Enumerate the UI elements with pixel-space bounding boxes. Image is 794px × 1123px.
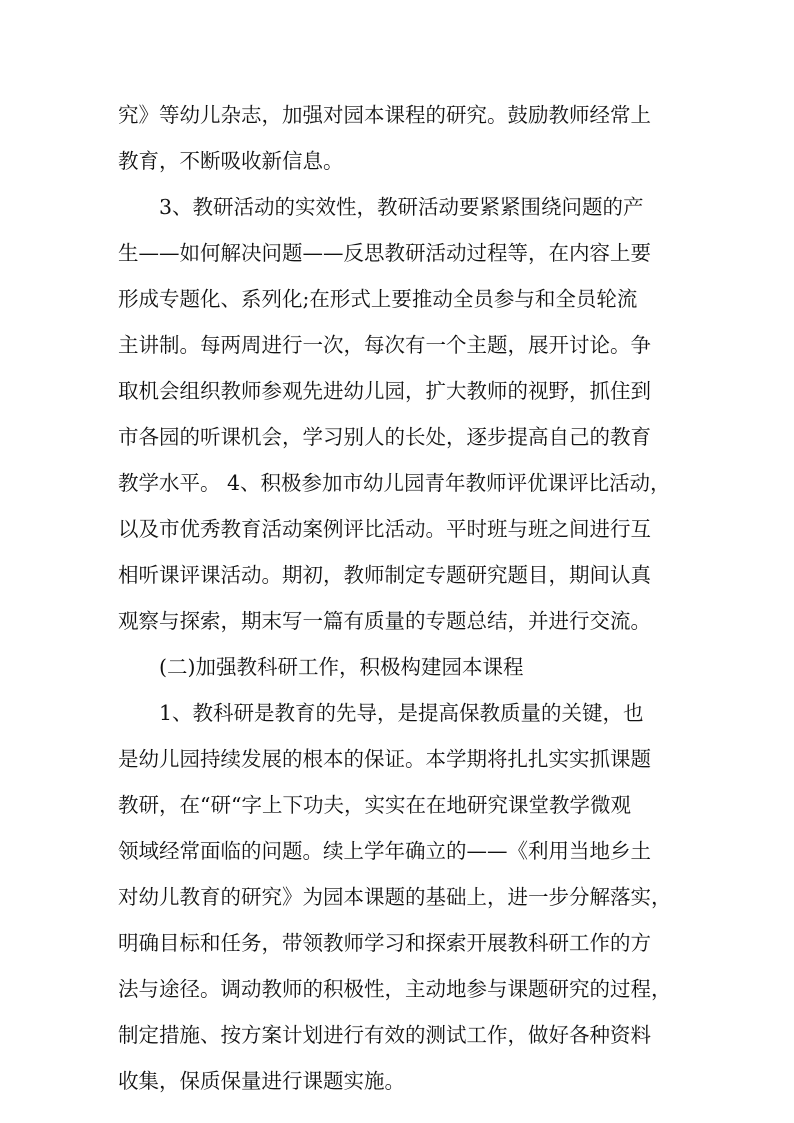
paragraph-start-line: 3、教研活动的实效性，教研活动要紧紧围绕问题的产: [159, 195, 644, 219]
document-page: [118, 92, 678, 1104]
text-line: 相听课评课活动。期初，教师制定专题研究题目，期间认真: [118, 563, 651, 587]
text-line: 取机会组织教师参观先进幼儿园，扩大教师的视野，抓住到: [118, 379, 651, 403]
text-line: 生——如何解决问题——反思教研活动过程等，在内容上要: [118, 241, 651, 265]
text-line: 对幼儿教育的研究》为园本课题的基础上，进一步分解落实，: [118, 885, 672, 909]
section-heading: (二)加强教科研工作，积极构建园本课程: [159, 655, 524, 679]
text-line: 是幼儿园持续发展的根本的保证。本学期将扎扎实实抓课题: [118, 747, 651, 771]
text-line: 形成专题化、系列化;在形式上要推动全员参与和全员轮流: [118, 287, 638, 311]
text-line: 究》等幼儿杂志，加强对园本课程的研究。鼓励教师经常上: [118, 103, 651, 127]
text-line: 市各园的听课机会，学习别人的长处，逐步提高自己的教育: [118, 425, 651, 449]
paragraph-start-line: 1、教科研是教育的先导，是提高保教质量的关键，也: [159, 701, 644, 725]
text-line: 教育，不断吸收新信息。: [118, 149, 344, 173]
text-line: 观察与探索，期末写一篇有质量的专题总结，并进行交流。: [118, 609, 651, 633]
text-line: 主讲制。每两周进行一次，每次有一个主题，展开讨论。争: [118, 333, 651, 357]
text-line: 明确目标和任务，带领教师学习和探索开展教科研工作的方: [118, 931, 651, 955]
text-line: 教学水平。 4、积极参加市幼儿园青年教师评优课评比活动，: [118, 471, 671, 495]
text-line: 法与途径。调动教师的积极性，主动地参与课题研究的过程，: [118, 977, 672, 1001]
text-line: 制定措施、按方案计划进行有效的测试工作，做好各种资料: [118, 1023, 651, 1047]
text-line: 收集，保质保量进行课题实施。: [118, 1069, 405, 1093]
text-line: 领域经常面临的问题。续上学年确立的——《利用当地乡土: [118, 839, 651, 863]
text-line: 以及市优秀教育活动案例评比活动。平时班与班之间进行互: [118, 517, 651, 541]
text-line: 教研，在“研“字上下功夫，实实在在地研究课堂教学微观: [118, 793, 631, 817]
